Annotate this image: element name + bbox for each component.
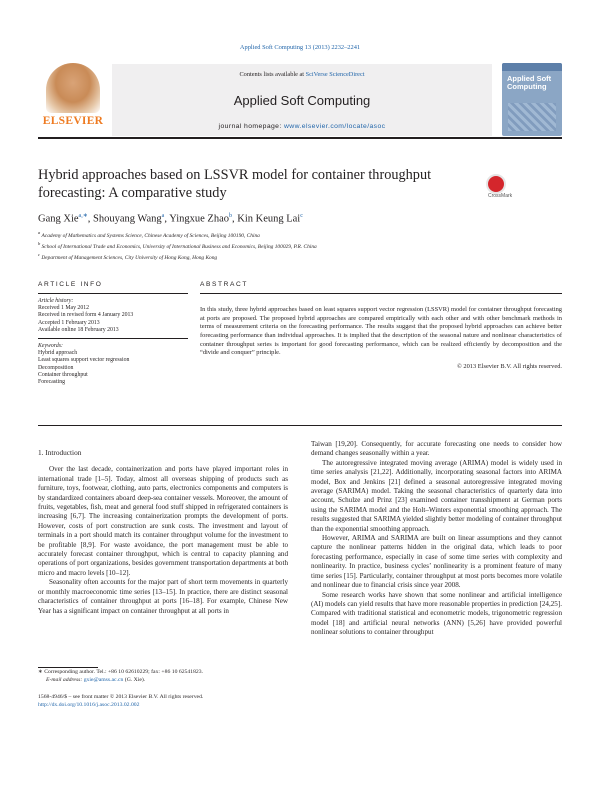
paragraph: Some research works have shown that some nonlinear and artificial intelligence (AI) models can yield results that have more reasonable properties in prediction [24,25]. Compared with traditional statistical and econometric models, trigonometric regression model [18] and artificial neural networks (ANN) [5,26] have provided powerful nonlinear solutions to container throughput — [311, 590, 562, 637]
cover-title: Applied Soft Computing — [507, 74, 552, 91]
abstract-text: In this study, three hybrid approaches based on least squares support vector regression (LSSVR) model for container throughput forecasting at ports are proposed. The proposed hybrid approaches are compared empirically with each other and with other benchmark methods in terms of measurement criteria on the forecasting performance. The results suggest that the proposed hybrid approaches can achieve better forecasting performance than individual approaches. It is implied that the description of the seasonal nature and nonlinear characteristics of container throughput series is important for good forecasting performance, which can be realized efficiently by decomposition and the “divide and conquer” principle. — [200, 305, 562, 357]
author-sup[interactable]: c — [300, 213, 303, 219]
author-sup[interactable]: a,∗ — [78, 213, 88, 219]
history-item: Received in revised form 4 January 2013 — [38, 312, 134, 319]
divider — [38, 338, 188, 339]
elsevier-logo — [38, 63, 108, 136]
abstract-heading: ABSTRACT — [200, 281, 248, 288]
corresponding-text: Corresponding author. Tel.: +86 10 62610229; fax: +86 10 62541823. — [44, 669, 204, 675]
section-heading: 1. Introduction — [38, 448, 82, 457]
author-name: Yingxue Zhao — [169, 213, 229, 225]
journal-reference[interactable]: Applied Soft Computing 13 (2013) 2232–2241 — [239, 44, 361, 51]
article-title: Hybrid approaches based on LSSVR model for container throughput forecasting: A comparative study — [38, 167, 432, 201]
article-info-heading: ARTICLE INFO — [38, 281, 103, 288]
history-item: Available online 18 February 2013 — [38, 326, 119, 333]
author-sup[interactable]: b — [228, 213, 232, 219]
history-item: Accepted 1 February 2013 — [38, 319, 100, 326]
keywords — [38, 343, 188, 387]
keywords-label: Keywords: — [38, 342, 63, 349]
doi-link[interactable]: http://dx.doi.org/10.1016/j.asoc.2013.02.002 — [38, 701, 140, 708]
paragraph: Seasonality often accounts for the major part of short term movements in quarterly or monthly macroeconomic time series [13–15]. In practice, there are distinct seasonal characteristics of container throughput at ports [16–18]. For example, Chinese New Year has a significant impact on container throughput at all ports in — [38, 578, 288, 615]
author-sup[interactable]: a — [161, 213, 165, 219]
issn-block — [38, 694, 288, 709]
paragraph: Taiwan [19,20]. Consequently, for accurate forecasting one needs to consider how demand changes seasonally within a year. — [311, 440, 562, 458]
sciencedirect-link[interactable]: SciVerse ScienceDirect — [305, 71, 365, 78]
affiliations — [38, 229, 558, 263]
footnote-mark: ∗ — [38, 669, 43, 675]
affiliation: $^c$ Department of Management Sciences, City University of Hong Kong, Hong Kong — [38, 252, 218, 262]
crossmark-icon — [486, 174, 506, 194]
paragraph: However, ARIMA and SARIMA are built on linear assumptions and they cannot capture the nonlinear patterns hidden in the original data, which leads to poor forecasting performance, especially in case of some time series with complexity and nonlinearity. In practice, business cycles’ nonlinearity is a prominent feature of many time series [15]. Particularly, container throughput at most ports becomes more volatile and nonlinear due to financial crisis since year 2008. — [311, 534, 562, 590]
crossmark-badge[interactable] — [486, 174, 546, 202]
history-item: Received 1 May 2012 — [38, 305, 90, 312]
history-label: Article history: — [38, 297, 74, 304]
keyword: Decomposition — [38, 364, 74, 371]
keyword: Hybrid approach — [38, 350, 78, 357]
keyword: Forecasting — [38, 379, 66, 386]
cover-pattern — [508, 103, 556, 131]
corresponding-author — [38, 669, 288, 677]
keyword: Least squares support vector regression — [38, 357, 130, 364]
front-matter-rule — [38, 425, 562, 426]
author-list: Gang Xie$^{a,∗}$, Shouyang Wang$^a$, Yingxue Zhao$^b$, Kin Keung Lai$^c$ — [38, 213, 303, 225]
article-info-panel — [38, 281, 188, 387]
affiliation: $^a$ Academy of Mathematics and Systems Science, Chinese Academy of Sciences, Beijing 100190, China — [38, 230, 260, 239]
elsevier-wordmark: ELSEVIER — [42, 115, 104, 127]
homepage-prefix: journal homepage: — [218, 123, 282, 130]
body-column-right — [311, 440, 562, 638]
affiliation: $^b$ School of International Trade and Economics, University of International Business and Economics, Beijing 100029, P.R. China — [38, 241, 317, 250]
email-link[interactable]: gxie@amss.ac.cn — [83, 676, 124, 683]
footnote — [38, 669, 288, 684]
crossmark-label: CrossMark — [488, 193, 513, 199]
divider — [200, 293, 562, 294]
copyright: © 2013 Elsevier B.V. All rights reserved. — [456, 363, 562, 371]
keyword: Container throughput — [38, 371, 88, 378]
email-line — [38, 677, 288, 685]
issn-line: 1568-4946/$ – see front matter © 2013 Elsevier B.V. All rights reserved. — [38, 694, 204, 700]
author-name: Kin Keung Lai — [237, 213, 301, 225]
contents-prefix: Contents lists available at — [239, 71, 305, 78]
journal-cover-image — [502, 63, 562, 136]
author-name: Gang Xie — [38, 213, 79, 225]
footnote-rule — [38, 667, 98, 668]
body-column-left — [38, 448, 288, 616]
author-name: Shouyang Wang — [92, 213, 162, 225]
journal-homepage — [112, 123, 492, 130]
article-history — [38, 298, 188, 334]
journal-header — [38, 57, 562, 137]
email-suffix: (G. Xie). — [124, 676, 146, 683]
journal-title: Applied Soft Computing — [233, 93, 371, 108]
elsevier-tree-icon — [46, 63, 100, 113]
divider — [38, 293, 188, 294]
paragraph: The autoregressive integrated moving average (ARIMA) model is widely used in time series analysis [21,22]. Additionally, incorporating seasonal factors into ARIMA model, Box and Jenkins [21] defined a seasonal autoregressive integrated moving average (SARIMA) model. Taking the seasonal characteristics of quarterly data into account, Schulze and Prinz [23] examined container transshipment at German ports using the SARIMA model and the Holt–Winters exponential smoothing approach. The results suggested that SARIMA yielded slightly better modeling of container throughput than the exponential smoothing approach. — [311, 458, 562, 533]
abstract-panel — [200, 281, 562, 370]
paragraph: Over the last decade, containerization and ports have played important roles in international trade [1–5]. Today, almost all overseas shipping of products such as furniture, toys, footwear, clothing, auto parts, electronics components and computers is by standardized containers aboard deep-sea container vessels. Moreover, the amount of fruits, vegetables, fish, meat and general food stuff shipped in refrigerated containers is increasing [6,7]. The increasing containerization prompts the development of ports. However, costs of port construction are sunk costs. The investment and layout of terminals in a port should match its container throughput volume for the investment to be profitable [8,9]. For waste avoidance, the port management must be able to accurately forecast container throughput, which is central to capacity planning and operations of port organizations, besides government transportation departments at both micro and macro levels [10–12]. — [38, 465, 288, 577]
cover-band — [502, 63, 562, 71]
header-rule — [38, 137, 562, 139]
homepage-link[interactable]: www.elsevier.com/locate/asoc — [283, 123, 386, 130]
contents-line — [112, 71, 492, 78]
email-label: E-mail address: — [46, 676, 83, 683]
